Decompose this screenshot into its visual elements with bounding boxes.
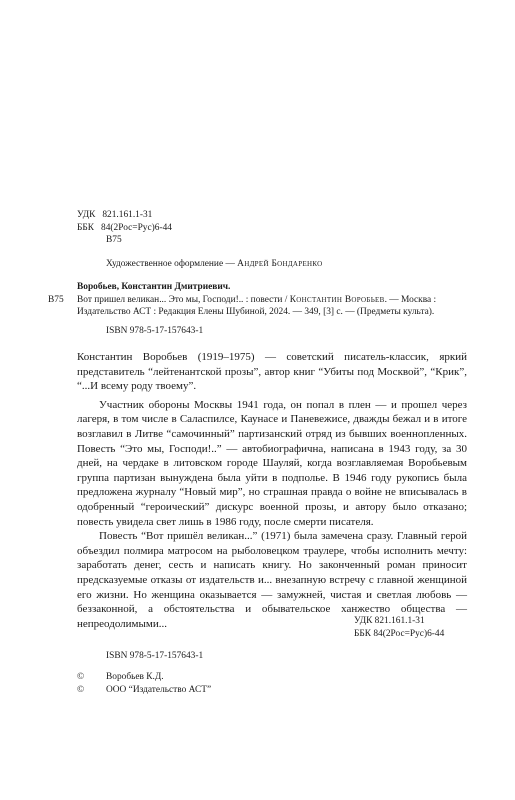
- copyright-block: [77, 671, 377, 696]
- author-mark: В75: [106, 235, 122, 245]
- isbn-bottom: ISBN 978-5-17-157643-1: [106, 651, 204, 661]
- designer-name: Андрей Бондаренко: [237, 259, 323, 269]
- copyright-line: [77, 684, 377, 697]
- bibliographic-record: [77, 281, 472, 337]
- record-side-mark: В75: [48, 295, 64, 305]
- copyright-holder: ООО “Издательство АСТ”: [106, 684, 212, 695]
- record-place: . — Москва :: [384, 294, 437, 305]
- design-credit-prefix: Художественное оформление —: [106, 259, 238, 269]
- record-publisher-line: Издательство АСТ : Редакция Елены Шубиной, 2024. — 349, [3] с. — (Предметы культа).: [77, 307, 435, 317]
- bbk-code: ББК 84(2Рос=Рус)6-44: [77, 222, 172, 233]
- bbk-code-right: ББК 84(2Рос=Рус)6-44: [354, 628, 445, 639]
- record-author: Константин Воробьев: [289, 294, 385, 305]
- record-heading: Воробьев, Константин Дмитриевич.: [77, 282, 231, 292]
- copyright-symbol: ©: [77, 684, 85, 695]
- copyright-symbol: ©: [77, 672, 85, 682]
- record-title-line: [77, 294, 472, 307]
- copyright-line: [77, 671, 377, 684]
- annotation-paragraph-2: Участник обороны Москвы 1941 года, он попал в плен — и прошел через лагеря, в том числе в Саласпилсе, Каунасе и Паневежисе, дважды бежал и в итоге возглавил в Литве “самочинный” партизанский отряд из бывших военнопленных. Повесть “Это мы, Господи!..” — автобиографична, написана в 1943 году, за 30 дней, на чердаке в литовском городе Шауляй, когда возглавляемая Воробьевым группа партизан вынуждена была уйти в подполье. В 1946 году рукопись была предложена журналу “Новый мир”, но страшная правда о войне не вписывалась в одобренный “героический” дискурс военной прозы, и автору было отказано; повесть увидела свет лишь в 1986 году, после смерти писателя.: [77, 398, 467, 528]
- record-isbn: ISBN 978-5-17-157643-1: [106, 325, 204, 336]
- record-title: Вот пришел великан... Это мы, Господи!.. : повести /: [77, 294, 290, 305]
- codes-right: [354, 615, 484, 640]
- catalog-codes: [77, 209, 277, 247]
- annotation-paragraph-3: Повесть “Вот пришёл великан...” (1971) была замечена сразу. Главный герой объездил полмира матросом на рыболовецком траулере, чтобы исполнить мечту: заработать денег, сесть и написать книгу. Но законченный роман приносит предсказуемые отказы от издательств и... внезапную встречу с главной женщиной его жизни. Но женщина оказывается — замужней, чистая и светлая любовь — беззаконной, а обстоятельства и обывательское ханжество общества — непреодолимыми...: [77, 530, 467, 630]
- annotation: [77, 350, 467, 631]
- design-credit: [106, 258, 466, 271]
- annotation-paragraph-1: Константин Воробьев (1919–1975) — советский писатель-классик, яркий представитель “лейтенантской прозы”, автор книг “Убиты под Москвой”, “Крик”, “...И всему роду твоему”.: [77, 351, 467, 393]
- copyright-holder: Воробьев К.Д.: [106, 672, 164, 682]
- udk-code: УДК 821.161.1-31: [77, 210, 153, 220]
- udk-code-right: УДК 821.161.1-31: [354, 616, 425, 626]
